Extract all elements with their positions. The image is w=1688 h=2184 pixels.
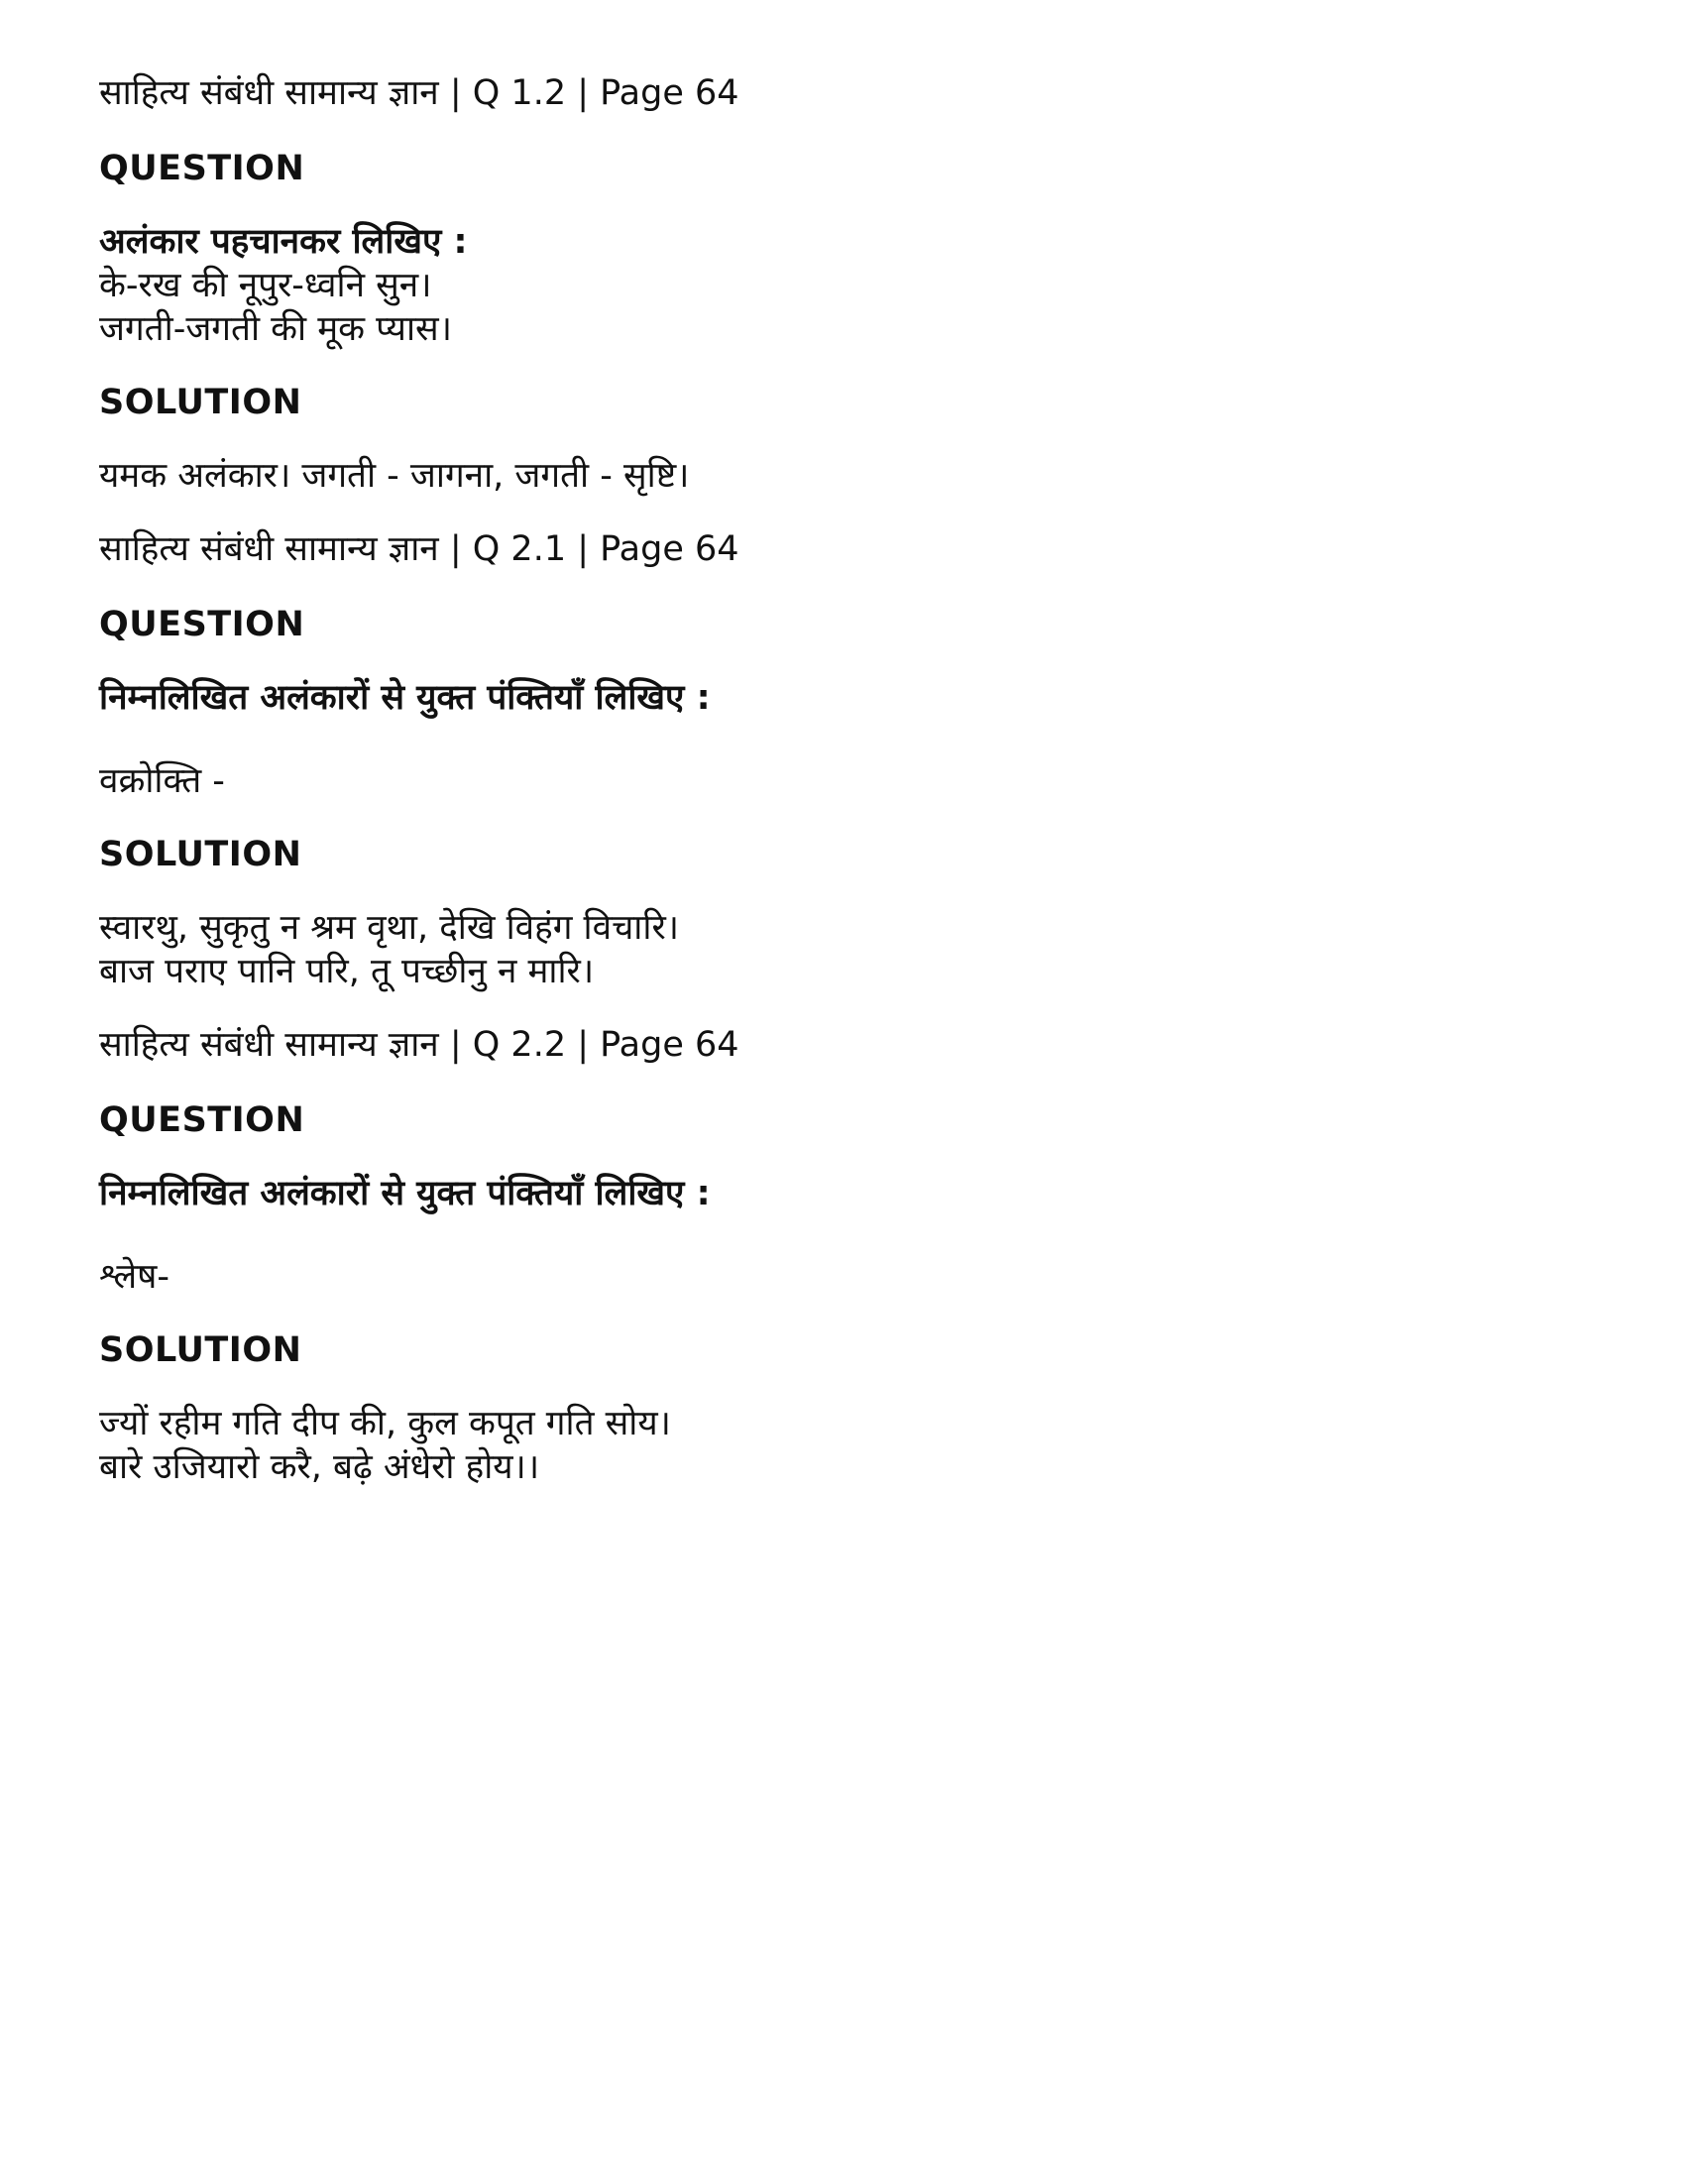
question-heading: QUESTION: [99, 149, 305, 188]
solution-line: यमक अलंकार। जगती - जागना, जगती - सृष्टि।: [99, 456, 690, 496]
solution-line: ज्यों रहीम गति दीप की, कुल कपूत गति सोय।: [99, 1404, 671, 1443]
question-heading: QUESTION: [99, 1100, 305, 1140]
solution-body: [99, 454, 1586, 498]
document-page: [99, 69, 1586, 1517]
question-reference: साहित्य संबंधी सामान्य ज्ञान | Q 1.2 | Page 64: [99, 73, 739, 113]
solution-line: बारे उजियारो करै, बढ़े अंधेरो होय।।: [99, 1447, 540, 1487]
question-prompt: निम्नलिखित अलंकारों से युक्त पंक्तियाँ लिखिए :: [99, 678, 711, 718]
question-reference: साहित्य संबंधी सामान्य ज्ञान | Q 2.2 | Page 64: [99, 1025, 739, 1065]
question-heading: QUESTION: [99, 605, 305, 644]
question-line: के-रख की नूपुर-ध्वनि सुन।: [99, 266, 432, 305]
question-body: [99, 1172, 1586, 1299]
solution-body: [99, 1402, 1586, 1489]
question-prompt: निम्नलिखित अलंकारों से युक्त पंक्तियाँ लिखिए :: [99, 1174, 711, 1213]
solution-heading: SOLUTION: [99, 835, 302, 874]
solution-body: [99, 906, 1586, 993]
question-line: श्लेष-: [99, 1257, 170, 1297]
section-q2-1: [99, 525, 1586, 993]
question-prompt: अलंकार पहचानकर लिखिए :: [99, 222, 468, 262]
solution-line: स्वारथु, सुकृतु न श्रम वृथा, देखि विहंग विचारि।: [99, 908, 680, 948]
solution-heading: SOLUTION: [99, 1330, 302, 1370]
section-q2-2: [99, 1021, 1586, 1489]
question-body: [99, 220, 1586, 351]
question-line: वक्रोक्ति -: [99, 761, 225, 801]
solution-heading: SOLUTION: [99, 383, 302, 422]
question-body: [99, 676, 1586, 803]
question-line: जगती-जगती की मूक प्यास।: [99, 309, 452, 349]
section-q1-2: [99, 69, 1586, 498]
solution-line: बाज पराए पानि परि, तू पच्छीनु न मारि।: [99, 952, 595, 991]
question-reference: साहित्य संबंधी सामान्य ज्ञान | Q 2.1 | Page 64: [99, 529, 739, 569]
